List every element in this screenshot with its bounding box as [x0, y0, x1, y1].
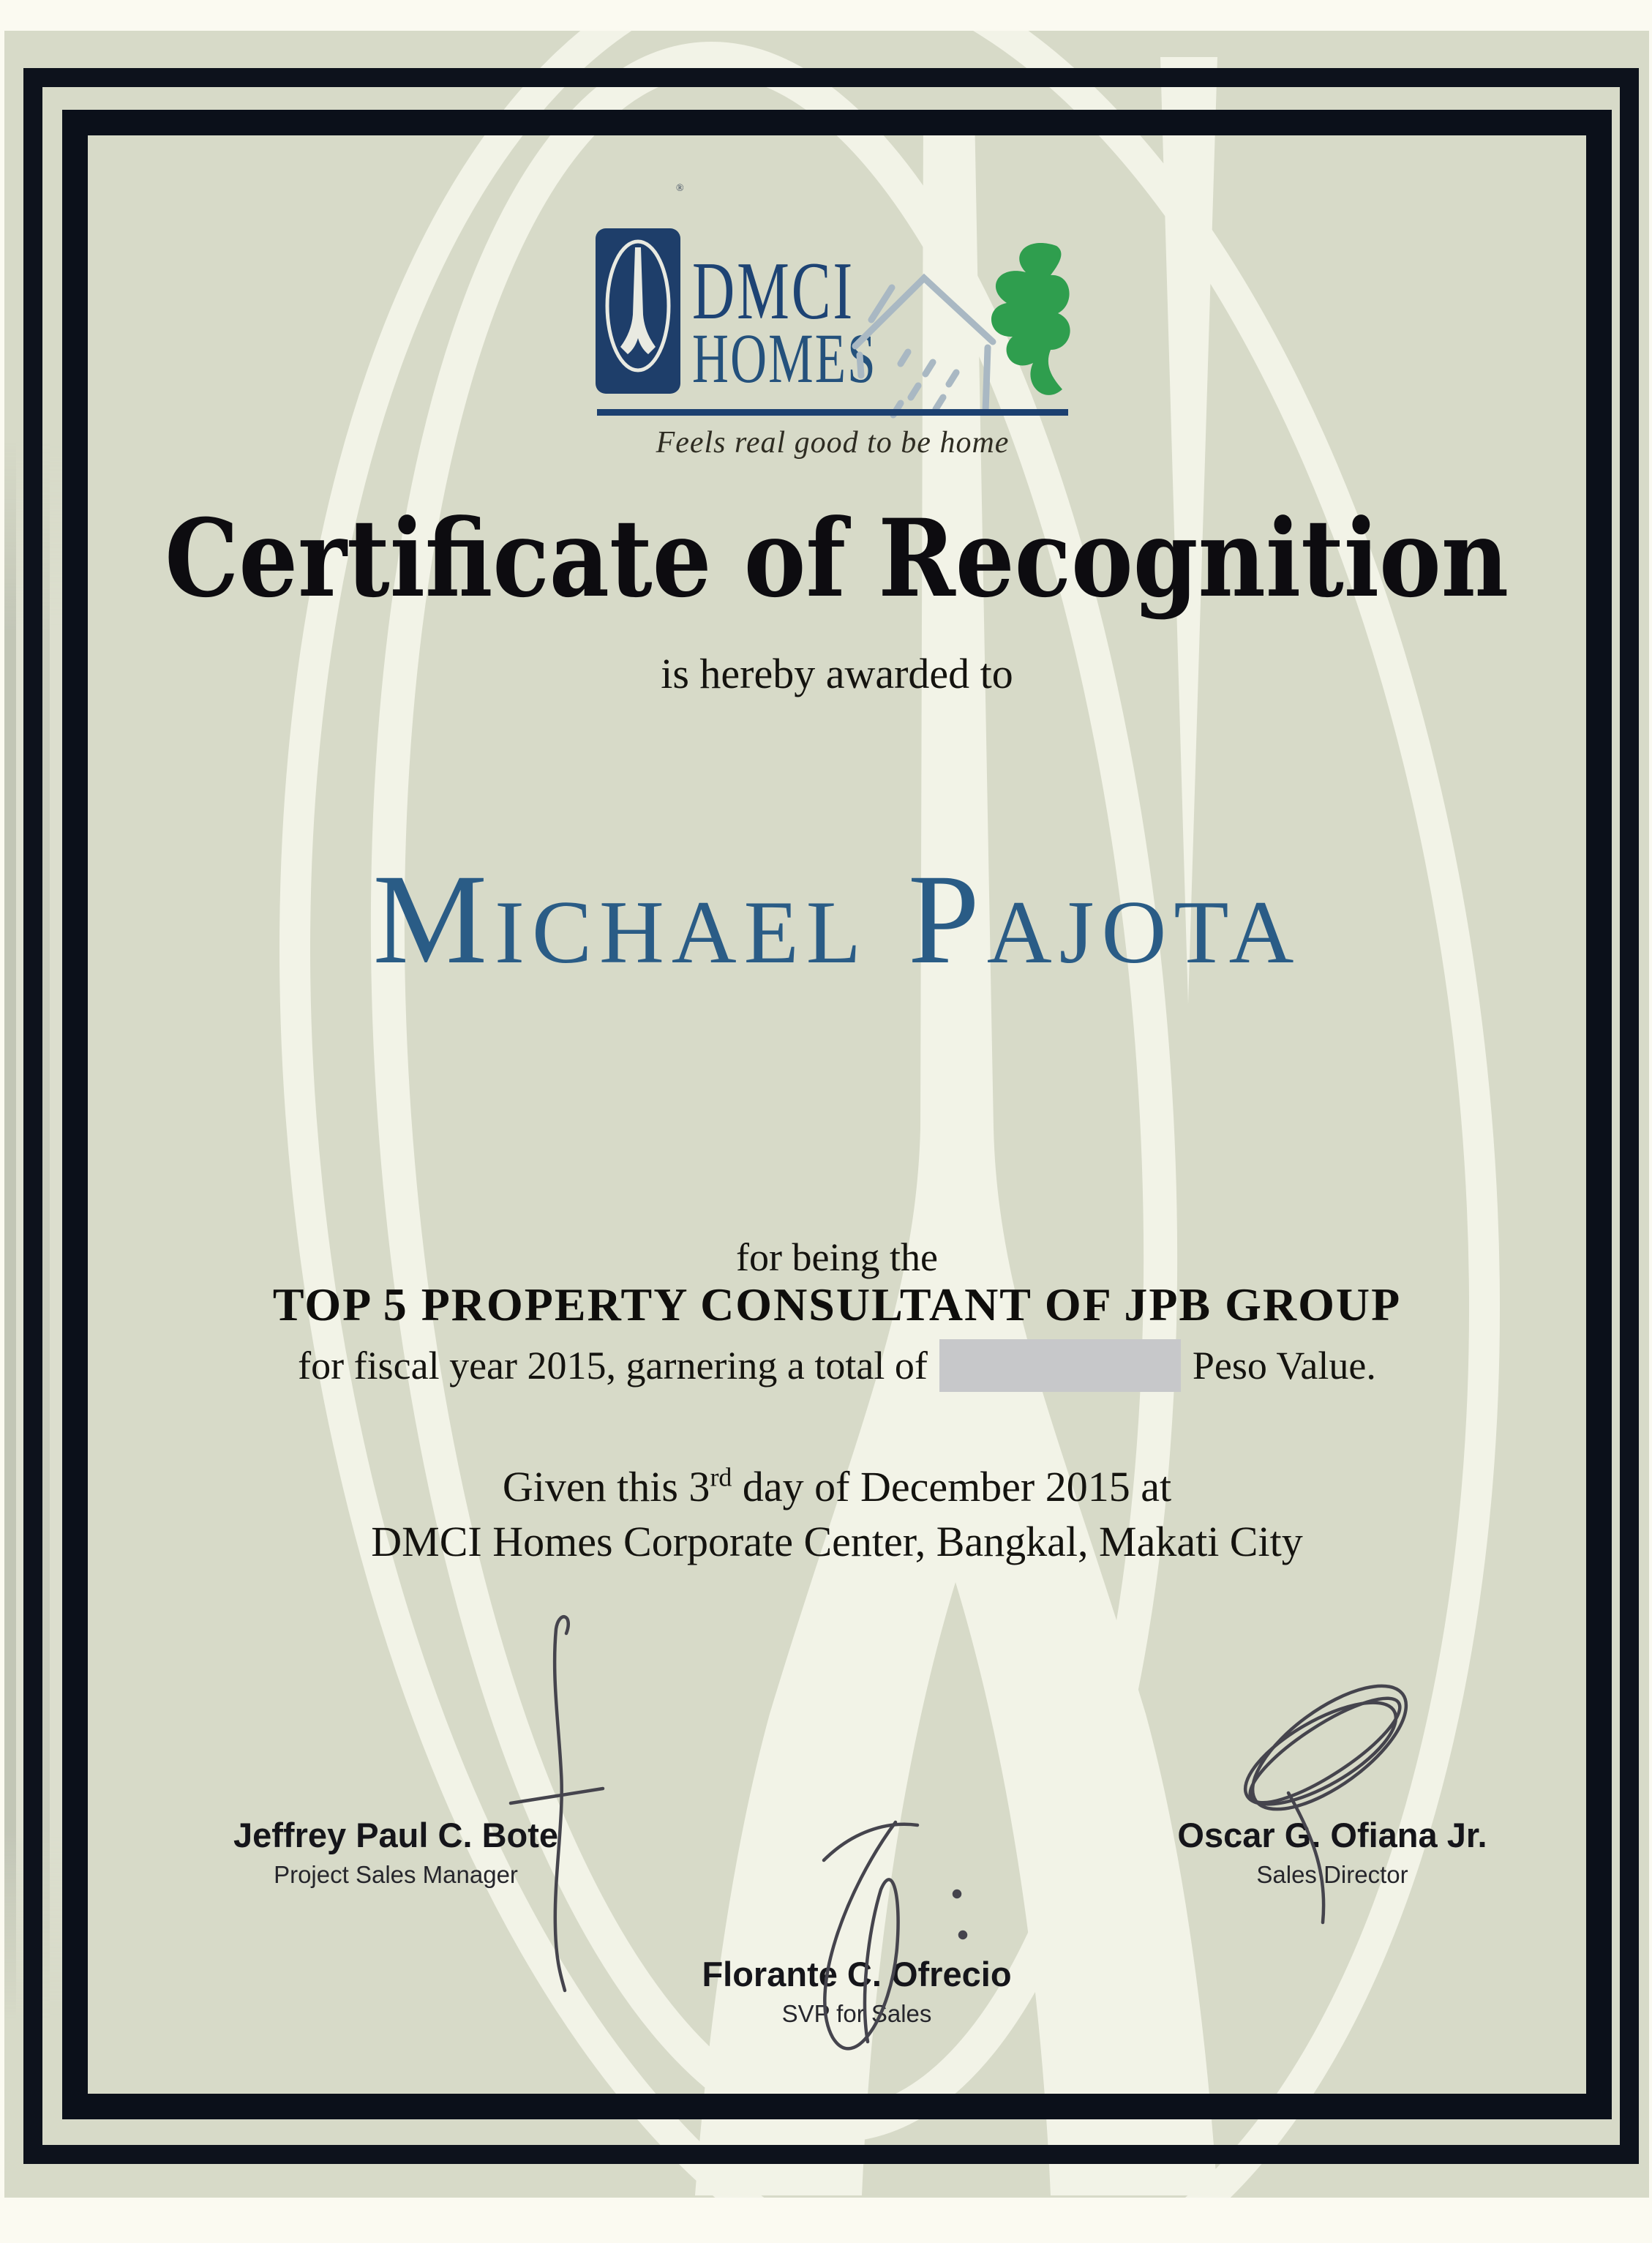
signatory-name: Jeffrey Paul C. Bote: [233, 1816, 559, 1854]
detail-pre: for fiscal year 2015, garnering a total of: [298, 1344, 928, 1388]
venue-line: DMCI Homes Corporate Center, Bangkal, Makati City: [371, 1518, 1303, 1566]
recipient-name: Michael Pajota: [372, 848, 1302, 991]
signature-scribble-oscar: [1231, 1663, 1425, 1922]
certificate-subtitle: is hereby awarded to: [661, 650, 1013, 697]
signatory-name: Florante C. Ofrecio: [702, 1955, 1012, 1993]
certificate-title-text: Certificate of Recognition: [165, 496, 1509, 621]
registered-mark: ®: [676, 183, 684, 194]
signatory-title: SVP for Sales: [781, 2000, 932, 2027]
signatory-name: Oscar G. Ofiana Jr.: [1177, 1816, 1487, 1854]
date-post: day of December 2015 at: [732, 1463, 1172, 1510]
signature-scribble-florante: [824, 1822, 966, 2048]
brand-tagline: Feels real good to be home: [656, 426, 1010, 460]
reason-intro: for being the: [736, 1235, 938, 1279]
signatory-title: Sales Director: [1256, 1861, 1408, 1888]
certificate-paper: [4, 31, 1649, 2198]
date-pre: Given this 3: [502, 1463, 710, 1510]
brand-name-top-text: DMCI: [692, 246, 855, 337]
award-title: TOP 5 PROPERTY CONSULTANT OF JPB GROUP: [272, 1278, 1402, 1330]
detail-post: Peso Value.: [1192, 1344, 1376, 1388]
signatory-title: Project Sales Manager: [274, 1861, 518, 1888]
signature-ink-layer: [4, 31, 1649, 2198]
signature-scribble-jeffrey: [511, 1617, 603, 1991]
date-ordinal: rd: [710, 1462, 732, 1492]
brand-name-bottom-text: HOMES: [692, 319, 877, 397]
